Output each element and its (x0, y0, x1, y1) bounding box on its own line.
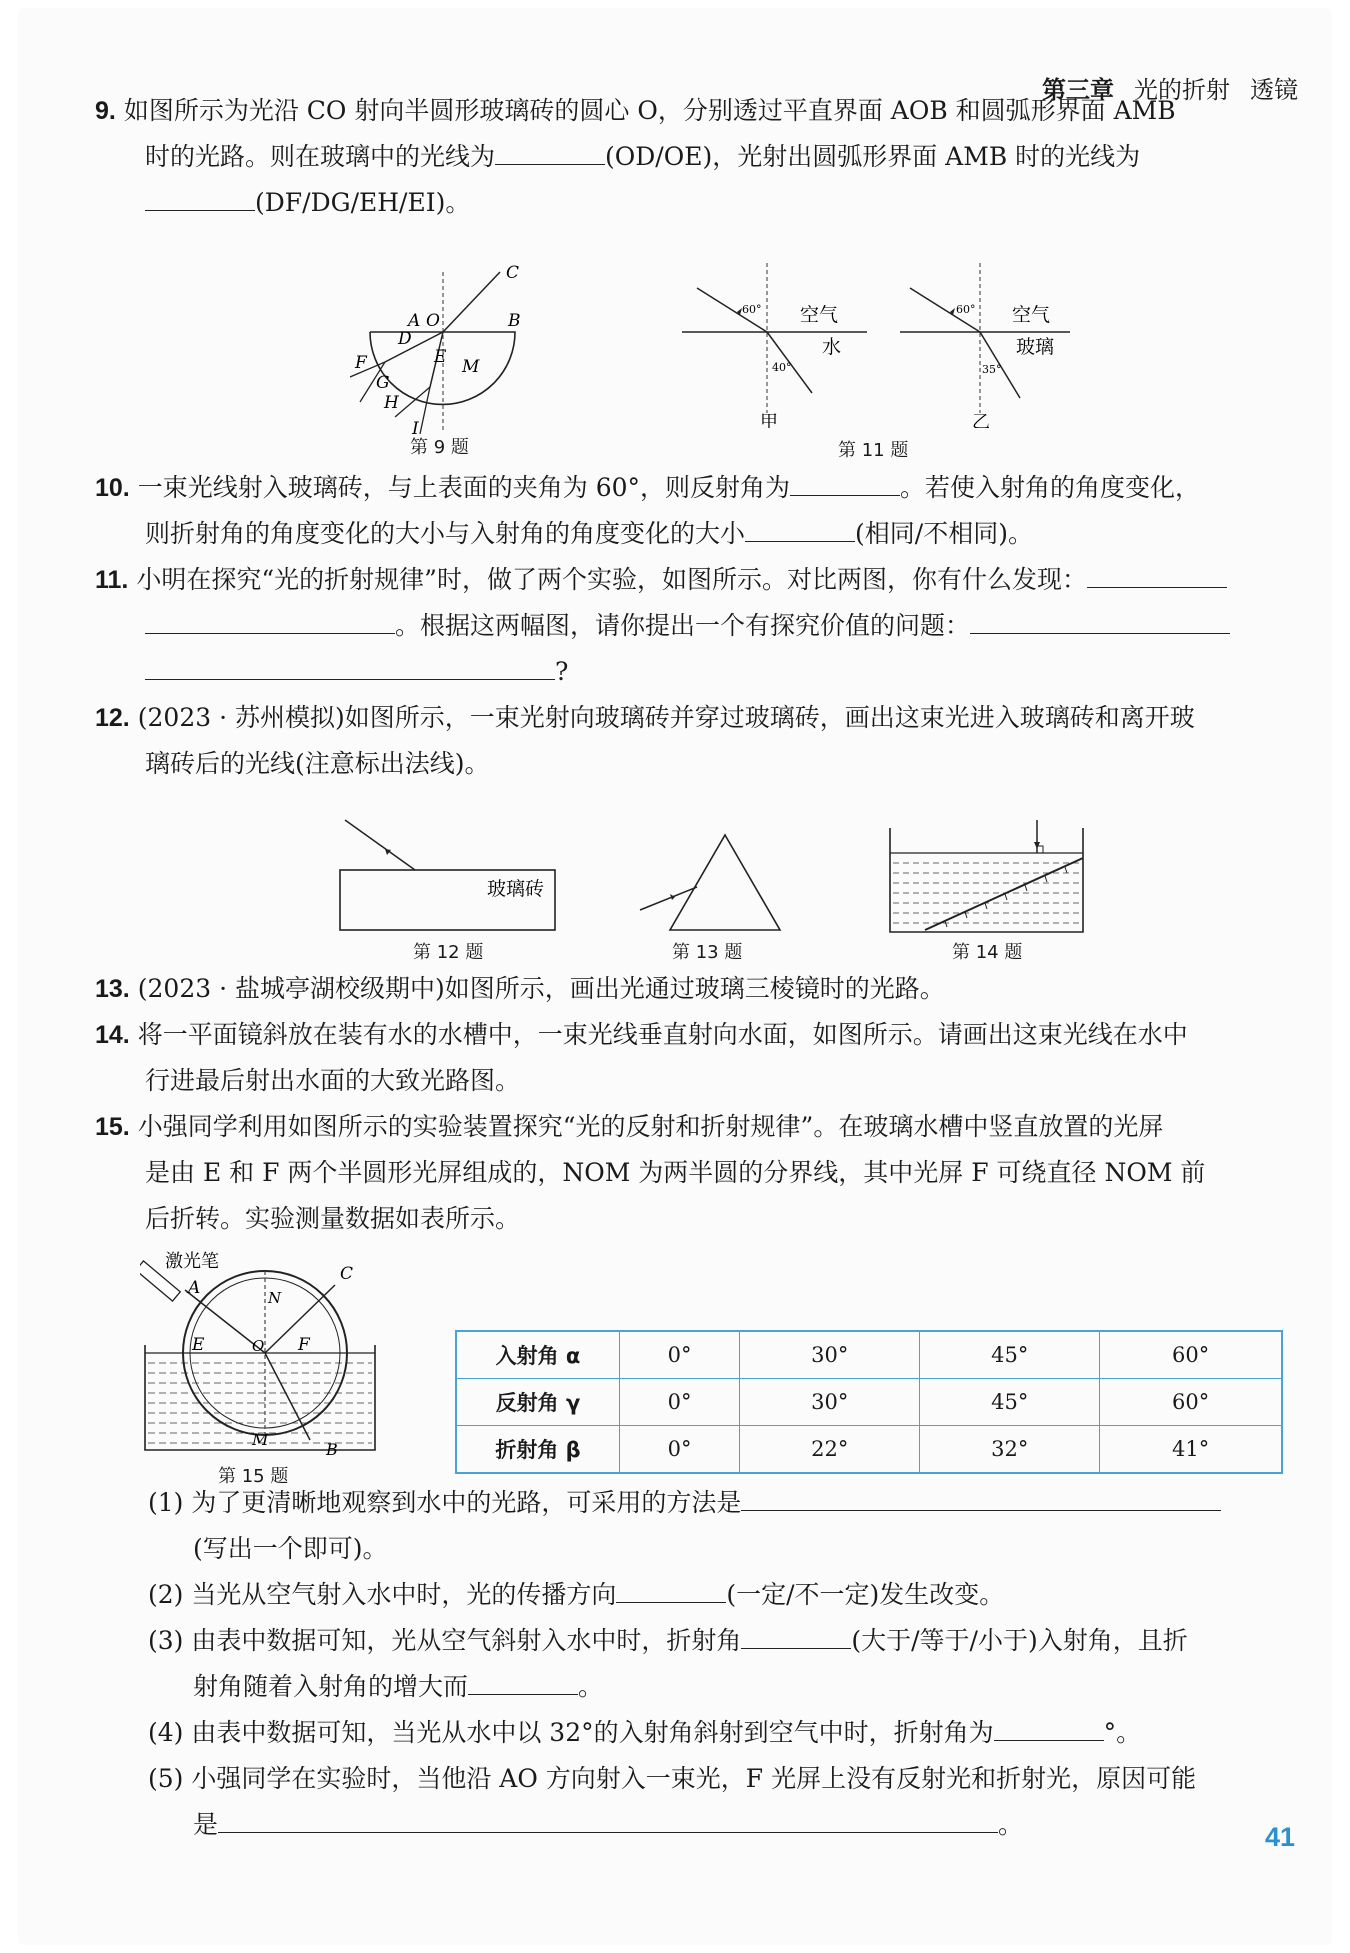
answer-blank[interactable] (218, 1804, 998, 1833)
section-label-2: 透镜 (1250, 76, 1298, 104)
question-text: 一束光线射入玻璃砖，与上表面的夹角为 60°，则反射角为 (137, 473, 791, 502)
question-text: (2) 当光从空气射入水中时，光的传播方向 (148, 1580, 617, 1609)
answer-blank[interactable] (970, 605, 1230, 634)
glass-brick-label: 玻璃砖 (487, 878, 545, 900)
question-text: 是由 E 和 F 两个半圆形光屏组成的，NOM 为两半圆的分界线，其中光屏 F 可绕直径 NOM 前 (145, 1158, 1206, 1187)
table-row (456, 1426, 1282, 1474)
question-text: 则折射角的角度变化的大小与入射角的角度变化的大小 (145, 519, 746, 548)
question-number: 13. (95, 975, 130, 1003)
angle-out-label: 35° (982, 363, 1002, 376)
question-14 (95, 1012, 1285, 1104)
medium-water-label: 水 (822, 336, 842, 358)
medium-air-label: 空气 (800, 304, 839, 326)
question-text: 行进最后射出水面的大致光路图。 (145, 1066, 521, 1095)
question-text: (2023 · 苏州模拟)如图所示，一束光射向玻璃砖并穿过玻璃砖，画出这束光进入玻璃砖和离开玻 (137, 703, 1195, 732)
page-number: 41 (1264, 1822, 1295, 1852)
fig15-label-a: A (188, 1278, 201, 1298)
figure-11-caption: 第 11 题 (838, 440, 909, 461)
answer-blank[interactable] (745, 513, 855, 542)
question-number: 14. (95, 1021, 130, 1049)
table-cell: 22° (740, 1426, 920, 1474)
question-text: (一定/不一定)发生改变。 (726, 1580, 1005, 1609)
row-header: 反射角 γ (456, 1379, 620, 1426)
question-text: (3) 由表中数据可知，光从空气斜射入水中时，折射角 (148, 1626, 742, 1655)
question-text: 。根据这两幅图，请你提出一个有探究价值的问题： (395, 611, 971, 640)
sub-question-4 (148, 1710, 1288, 1756)
fig9-label-d: D (398, 329, 412, 349)
table-row (456, 1379, 1282, 1426)
row-header: 折射角 β (456, 1426, 620, 1474)
answer-blank[interactable] (1087, 559, 1227, 588)
answer-blank[interactable] (468, 1666, 578, 1695)
question-number: 12. (95, 704, 130, 732)
question-text: 璃砖后的光线(注意标出法线)。 (145, 749, 490, 778)
sub-question-5 (148, 1756, 1288, 1848)
question-text: 。 (998, 1810, 1024, 1839)
question-text: 小强同学利用如图所示的实验装置探究“光的反射和折射规律”。在玻璃水槽中竖直放置的光屏 (137, 1112, 1164, 1141)
fig15-label-e: E (192, 1335, 205, 1355)
figure-12 (335, 815, 565, 939)
answer-blank[interactable] (495, 136, 605, 165)
angle-in-label: 60° (742, 303, 762, 316)
figure-14 (885, 820, 1090, 939)
question-text: 是 (193, 1810, 219, 1839)
figure-13-caption: 第 13 题 (672, 942, 743, 963)
figure-14-caption: 第 14 题 (952, 942, 1023, 963)
question-text: (1) 为了更清晰地观察到水中的光路，可采用的方法是 (148, 1488, 742, 1517)
question-text: 射角随着入射角的增大而 (193, 1672, 469, 1701)
question-text: (4) 由表中数据可知，当光从水中以 32°的入射角斜射到空气中时，折射角为 (148, 1718, 994, 1747)
sub-question-3 (148, 1618, 1288, 1710)
question-text: 后折转。实验测量数据如表所示。 (145, 1204, 521, 1233)
figure-9-caption: 第 9 题 (410, 437, 469, 458)
fig9-label-b: B (508, 311, 521, 331)
fig9-label-f: F (355, 353, 367, 373)
figure-15-caption: 第 15 题 (218, 1466, 289, 1487)
answer-blank[interactable] (145, 182, 255, 211)
table-cell: 30° (740, 1379, 920, 1426)
question-text: 。若使入射角的角度变化， (900, 473, 1201, 502)
question-text: (OD/OE)，光射出圆弧形界面 AMB 时的光线为 (605, 142, 1141, 171)
question-text: (大于/等于/小于)入射角，且折 (851, 1626, 1188, 1655)
table-cell: 32° (920, 1426, 1100, 1474)
fig9-label-e: E (434, 347, 447, 367)
answer-blank[interactable] (616, 1574, 726, 1603)
question-number: 9. (95, 97, 116, 125)
fig9-label-a: A (408, 311, 421, 331)
figure-tag: 甲 (760, 412, 778, 428)
fig15-label-b: B (326, 1440, 338, 1459)
row-header: 入射角 α (456, 1331, 620, 1379)
angle-in-label: 60° (956, 303, 976, 316)
answer-blank[interactable] (741, 1482, 1221, 1511)
fig9-label-o: O (426, 311, 440, 331)
question-12 (95, 695, 1285, 787)
question-text: 时的光路。则在玻璃中的光线为 (145, 142, 496, 171)
fig15-label-n: N (268, 1289, 282, 1307)
question-number: 11. (95, 566, 129, 594)
fig15-label-c: C (340, 1264, 354, 1284)
chapter-label: 第三章 (1042, 76, 1114, 104)
fig9-label-g: G (376, 373, 390, 393)
question-15 (95, 1104, 1285, 1242)
fig15-label-o: O (252, 1337, 265, 1355)
figure-12-caption: 第 12 题 (413, 942, 484, 963)
sub-question-1 (148, 1480, 1288, 1572)
question-13 (95, 966, 1285, 1012)
question-10 (95, 465, 1285, 557)
table-cell: 30° (740, 1331, 920, 1379)
table-cell: 0° (620, 1426, 740, 1474)
fig9-label-i: I (412, 419, 419, 439)
answer-blank[interactable] (994, 1712, 1104, 1741)
table-cell: 0° (620, 1379, 740, 1426)
question-text: (2023 · 盐城亭湖校级期中)如图所示，画出光通过玻璃三棱镜时的光路。 (137, 974, 945, 1003)
figure-11-left (682, 258, 882, 432)
fig9-label-h: H (384, 393, 399, 413)
question-text: 小明在探究“光的折射规律”时，做了两个实验，如图所示。对比两图，你有什么发现： (136, 565, 1087, 594)
question-number: 10. (95, 474, 130, 502)
question-text: 。 (578, 1672, 604, 1701)
figure-15 (140, 1245, 385, 1479)
table-cell: 60° (1100, 1331, 1282, 1379)
table-cell: 45° (920, 1331, 1100, 1379)
laser-pen-label: 激光笔 (165, 1251, 219, 1272)
table-cell: 60° (1100, 1379, 1282, 1426)
table-cell: 45° (920, 1379, 1100, 1426)
question-text: ? (555, 657, 569, 686)
figure-9 (350, 262, 540, 446)
question-text: (相同/不相同)。 (855, 519, 1033, 548)
question-9 (95, 88, 1285, 226)
section-label: 光的折射 (1134, 76, 1230, 104)
angle-out-label: 40° (772, 361, 792, 374)
question-text: 如图所示为光沿 CO 射向半圆形玻璃砖的圆心 O，分别透过平直界面 AOB 和圆弧形界面 AMB (123, 96, 1176, 125)
table-cell: 41° (1100, 1426, 1282, 1474)
table-cell: 0° (620, 1331, 740, 1379)
question-text: (DF/DG/EH/EI)。 (255, 188, 471, 217)
fig9-label-m: M (462, 357, 480, 377)
fig15-label-m: M (252, 1430, 269, 1449)
question-text: 将一平面镜斜放在装有水的水槽中，一束光线垂直射向水面，如图所示。请画出这束光线在水中 (137, 1020, 1188, 1049)
fig9-label-c: C (506, 263, 520, 283)
question-11 (95, 557, 1285, 695)
answer-blank[interactable] (145, 605, 395, 634)
question-text: (5) 小强同学在实验时，当他沿 AO 方向射入一束光，F 光屏上没有反射光和折射光，原因可能 (148, 1764, 1197, 1793)
answer-blank[interactable] (790, 467, 900, 496)
medium-air-label: 空气 (1012, 304, 1051, 326)
figure-13 (635, 825, 785, 939)
sub-question-2 (148, 1572, 1288, 1618)
figure-11-right (900, 258, 1100, 432)
question-text: °。 (1103, 1718, 1142, 1747)
angle-data-table (455, 1330, 1283, 1474)
fig15-label-f: F (298, 1335, 310, 1355)
answer-blank[interactable] (741, 1620, 851, 1649)
answer-blank[interactable] (145, 651, 555, 680)
medium-glass-label: 玻璃 (1016, 336, 1055, 358)
table-row (456, 1331, 1282, 1379)
question-text: (写出一个即可)。 (193, 1534, 388, 1563)
question-number: 15. (95, 1113, 130, 1141)
figure-tag: 乙 (972, 412, 990, 428)
